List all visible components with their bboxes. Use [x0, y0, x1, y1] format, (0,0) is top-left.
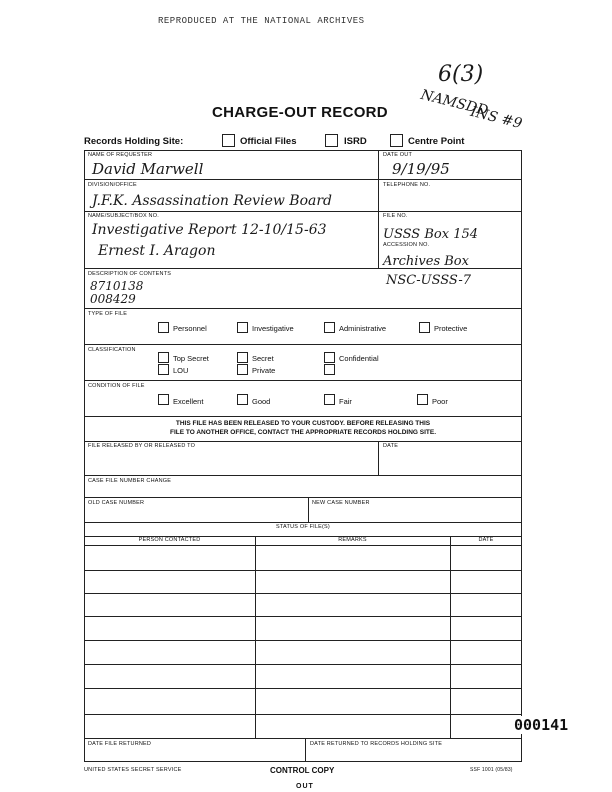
- form-number: SSF 1001 (05/83): [470, 767, 513, 773]
- description-line1[interactable]: 8710138: [90, 279, 144, 293]
- official-files-checkbox[interactable]: [222, 134, 235, 147]
- top-secret-checkbox[interactable]: [158, 352, 169, 363]
- accession-label: ACCESSION NO.: [383, 242, 430, 248]
- holding-site-label: Records Holding Site:: [84, 136, 184, 147]
- isrd-checkbox[interactable]: [325, 134, 338, 147]
- private-checkbox[interactable]: [237, 364, 248, 375]
- file-no-label: FILE NO.: [383, 213, 408, 219]
- type-of-file-label: TYPE OF FILE: [88, 311, 128, 317]
- excellent-checkbox[interactable]: [158, 394, 169, 405]
- custody-notice-line1: THIS FILE HAS BEEN RELEASED TO YOUR CUSTODY. BEFORE RELEASING THIS: [175, 420, 431, 427]
- released-date-label: DATE: [383, 443, 399, 449]
- protective-checkbox[interactable]: [419, 322, 430, 333]
- case-change-label: CASE FILE NUMBER CHANGE: [88, 478, 172, 484]
- date-out-label: DATE OUT: [383, 152, 412, 158]
- personnel-label: Personnel: [173, 324, 207, 333]
- excellent-label: Excellent: [173, 397, 204, 406]
- good-label: Good: [252, 397, 271, 406]
- name-subject-line1[interactable]: Investigative Report 12-10/15-63: [92, 222, 327, 238]
- confidential-checkbox[interactable]: [324, 352, 335, 363]
- description-line2[interactable]: 008429: [90, 292, 136, 306]
- form-title: CHARGE-OUT RECORD: [212, 104, 388, 121]
- secret-label: Secret: [252, 354, 274, 363]
- bottom-fragment: OUT: [296, 783, 314, 790]
- division-value[interactable]: J.F.K. Assassination Review Board: [92, 193, 333, 209]
- file-no-value[interactable]: USSS Box 154: [383, 227, 479, 242]
- date-returned-label: DATE FILE RETURNED: [88, 741, 152, 747]
- released-by-label: FILE RELEASED BY OR RELEASED TO: [88, 443, 196, 449]
- date-out-value[interactable]: 9/19/95: [392, 160, 450, 178]
- document-number: 000141: [514, 716, 569, 734]
- requester-label: NAME OF REQUESTER: [88, 152, 153, 158]
- new-case-label: NEW CASE NUMBER: [312, 500, 370, 506]
- control-copy-label: CONTROL COPY: [270, 766, 335, 775]
- poor-label: Poor: [432, 397, 448, 406]
- archives-stamp: REPRODUCED AT THE NATIONAL ARCHIVES: [158, 16, 365, 26]
- poor-checkbox[interactable]: [417, 394, 428, 405]
- lou-label: LOU: [173, 366, 189, 375]
- accession-value-2[interactable]: NSC-USSS-7: [386, 273, 471, 288]
- lou-checkbox[interactable]: [158, 364, 169, 375]
- official-files-label: Official Files: [240, 136, 297, 147]
- old-case-label: OLD CASE NUMBER: [88, 500, 145, 506]
- remarks-header: REMARKS: [338, 537, 367, 543]
- name-subject-label: NAME/SUBJECT/BOX NO.: [88, 213, 159, 219]
- handwritten-note-2: INS #9: [468, 103, 524, 133]
- date-returned-site-label: DATE RETURNED TO RECORDS HOLDING SITE: [310, 741, 443, 747]
- classification-label: CLASSIFICATION: [88, 347, 136, 353]
- private-label: Private: [252, 366, 276, 375]
- protective-label: Protective: [434, 324, 468, 333]
- name-subject-line2[interactable]: Ernest I. Aragon: [98, 243, 216, 259]
- person-contacted-header: PERSON CONTACTED: [138, 537, 201, 543]
- custody-notice: [84, 419, 522, 437]
- other-classification-checkbox[interactable]: [324, 364, 335, 375]
- status-of-files-label: STATUS OF FILE(S): [276, 524, 330, 530]
- administrative-label: Administrative: [339, 324, 387, 333]
- division-label: DIVISION/OFFICE: [88, 182, 137, 188]
- centre-point-checkbox[interactable]: [390, 134, 403, 147]
- agency-name: UNITED STATES SECRET SERVICE: [84, 767, 182, 773]
- investigative-label: Investigative: [252, 324, 294, 333]
- investigative-checkbox[interactable]: [237, 322, 248, 333]
- isrd-label: ISRD: [344, 136, 367, 147]
- custody-notice-line2: FILE TO ANOTHER OFFICE, CONTACT THE APPROPRIATE RECORDS HOLDING SITE.: [169, 429, 437, 436]
- fair-label: Fair: [339, 397, 352, 406]
- confidential-label: Confidential: [339, 354, 379, 363]
- handwritten-serial: 6(3): [438, 62, 484, 87]
- accession-value[interactable]: Archives Box: [383, 254, 469, 269]
- telephone-label: TELEPHONE NO.: [383, 182, 431, 188]
- top-secret-label: Top Secret: [173, 354, 209, 363]
- handwritten-note-1: NAMSDD: [419, 86, 490, 120]
- date-header: DATE: [478, 537, 494, 543]
- requester-value[interactable]: David Marwell: [92, 160, 204, 178]
- good-checkbox[interactable]: [237, 394, 248, 405]
- fair-checkbox[interactable]: [324, 394, 335, 405]
- centre-point-label: Centre Point: [408, 136, 465, 147]
- condition-label: CONDITION OF FILE: [88, 383, 145, 389]
- description-label: DESCRIPTION OF CONTENTS: [88, 271, 172, 277]
- administrative-checkbox[interactable]: [324, 322, 335, 333]
- personnel-checkbox[interactable]: [158, 322, 169, 333]
- secret-checkbox[interactable]: [237, 352, 248, 363]
